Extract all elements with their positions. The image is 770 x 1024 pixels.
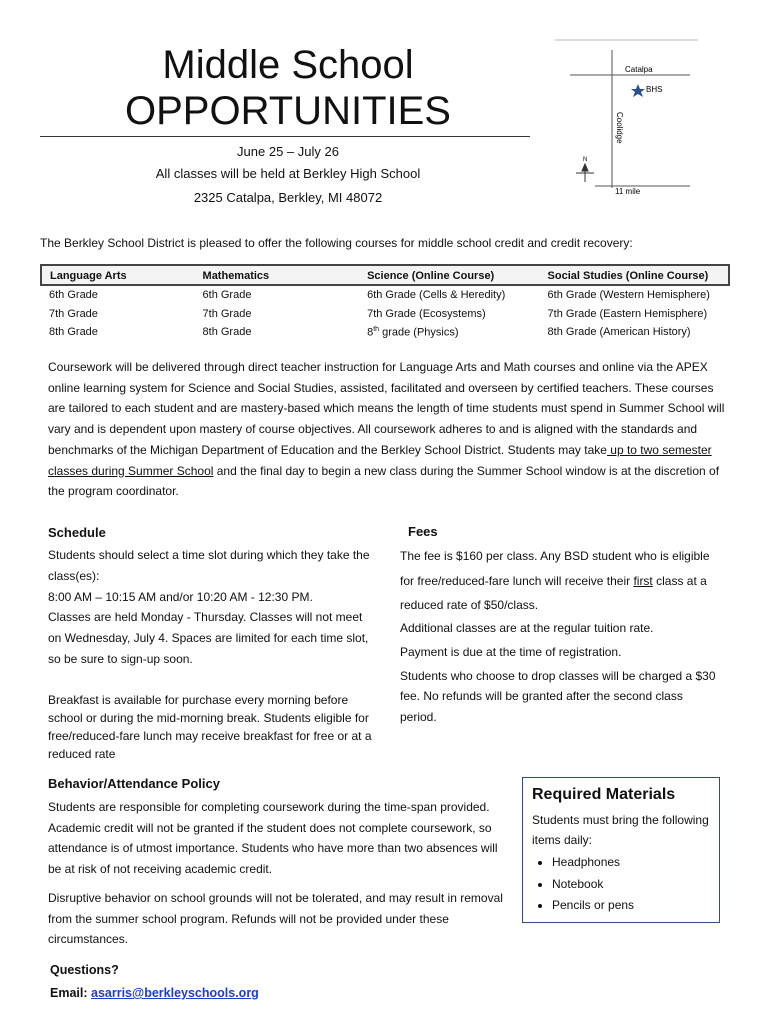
table-row <box>41 305 729 324</box>
behavior-body <box>48 797 508 950</box>
school-star-icon <box>631 84 645 97</box>
grade-ordinal-suffix: th <box>373 325 380 333</box>
required-materials-box <box>522 777 720 923</box>
table-cell: 6th Grade (Cells & Heredity) <box>367 289 506 302</box>
grade-number: 8 <box>367 326 374 339</box>
list-item: • Notebook <box>552 874 710 896</box>
fees-paragraph: Payment is due at the time of registration. <box>400 644 622 659</box>
table-cell: 7th Grade (Eastern Hemisphere) <box>547 307 708 320</box>
schedule-heading: Schedule <box>48 525 106 540</box>
fees-paragraph: The fee is $160 per class. Any BSD student who is eligible for free/reduced-fare lunch will receive their first class at a reduced rate of $50/class. <box>400 549 710 612</box>
questions-label: Questions? <box>50 963 119 977</box>
table-cell: 7th Grade (Ecosystems) <box>367 307 486 320</box>
course-table-header <box>41 265 729 285</box>
coursework-text-end: and the final day to begin a new class during the Summer School window is at the discretion of the program coordinator. <box>48 463 720 499</box>
intro-text: The Berkley School District is pleased to offer the following courses for middle school credit and credit recovery: <box>40 236 633 250</box>
schedule-times: 8:00 AM – 10:15 AM and/or 10:20 AM - 12:30 PM. <box>48 589 313 604</box>
email-label: Email: <box>50 986 91 1000</box>
table-cell: 8th Grade (American History) <box>547 326 691 339</box>
header-mathematics: Mathematics <box>195 265 360 285</box>
map-road-catalpa: Catalpa <box>625 65 653 74</box>
fees-body <box>400 544 720 727</box>
table-cell: 6th Grade (Western Hemisphere) <box>547 289 710 302</box>
list-item: • Headphones <box>552 852 710 874</box>
email-line <box>50 986 259 1000</box>
location-map <box>555 36 705 206</box>
table-cell: 6th Grade <box>49 289 98 302</box>
table-cell: 6th Grade <box>202 289 252 302</box>
materials-intro: Students must bring the following items daily: <box>532 813 709 847</box>
fees-heading: Fees <box>408 524 438 539</box>
materials-heading: Required Materials <box>532 786 676 803</box>
header-language-arts: Language Arts <box>41 265 195 285</box>
behavior-heading: Behavior/Attendance Policy <box>48 776 220 791</box>
table-cell: 7th Grade <box>202 307 252 320</box>
table-cell: 7th Grade <box>49 307 98 320</box>
map-school-label: BHS <box>646 85 663 94</box>
schedule-line: Classes are held Monday - Thursday. Classes will not meet on Wednesday, July 4. Spaces are limited for each time slot, so be sure to sign-up soon. <box>48 610 369 666</box>
table-row <box>41 323 729 342</box>
title-divider <box>40 136 530 137</box>
header-science: Science (Online Course) <box>359 265 539 285</box>
fees-paragraph: Students who choose to drop classes will be charged a $30 fee. No refunds will be granted after the second class period. <box>400 668 716 724</box>
breakfast-text: Breakfast is available for purchase every morning before school or during the mid-morning break. Students eligible for free/reduced-fare lunch may receive breakfast for free or at a reduced rate <box>48 693 372 761</box>
coursework-text: Coursework will be delivered through direct teacher instruction for Language Arts and Math courses and online via the APEX online learning system for Science and Social Studies, assisted, facilitated and overseen by certified teachers. These courses are tailored to each student and are mastery-based which means the length of time students must spend in Summer School will vary and is dependent upon mastery of course objectives. All coursework adheres to and is aligned with the standards and benchmarks of the Michigan Department of Education and the Berkley School District. Students may take <box>48 360 725 457</box>
table-cell: 8th Grade <box>202 326 252 339</box>
map-north-label: N <box>583 157 588 163</box>
schedule-line: Students should select a time slot during which they take the class(es): <box>48 548 370 583</box>
coursework-underlined: up to two semester classes during Summer School <box>48 442 712 478</box>
program-dates: June 25 – July 26 <box>237 144 339 159</box>
schedule-body <box>48 545 378 670</box>
map-road-coolidge: Coolidge <box>615 112 624 144</box>
program-address: 2325 Catalpa, Berkley, MI 48072 <box>193 190 383 205</box>
program-location: All classes will be held at Berkley High School <box>155 166 421 181</box>
materials-list <box>532 852 710 917</box>
page-title-line1: Middle School <box>162 43 414 87</box>
behavior-paragraph: Disruptive behavior on school grounds will not be tolerated, and may result in removal from the summer school program. Refunds will not be provided under these circumstances. <box>48 891 503 946</box>
coursework-paragraph <box>48 357 728 502</box>
email-link[interactable]: asarris@berkleyschools.org <box>91 986 259 1000</box>
map-road-11mile: 11 mile <box>615 187 641 196</box>
list-item: • Pencils or pens <box>552 895 710 917</box>
behavior-paragraph: Students are responsible for completing coursework during the time-span provided. Academic credit will not be granted if the student does not complete coursework, so attendance is of utmost importance. Students who have more than two absences will be at risk of not receiving academic credit. <box>48 800 498 876</box>
grade-course: grade (Physics) <box>382 326 459 339</box>
page-title-line2: OPPORTUNITIES <box>125 89 451 133</box>
table-cell: 8th Grade <box>49 326 98 339</box>
fees-paragraph: Additional classes are at the regular tuition rate. <box>400 620 654 635</box>
table-cell <box>359 323 539 342</box>
table-row <box>41 285 729 305</box>
header-social-studies: Social Studies (Online Course) <box>540 265 729 285</box>
compass-icon <box>576 164 594 182</box>
course-table <box>40 264 730 342</box>
